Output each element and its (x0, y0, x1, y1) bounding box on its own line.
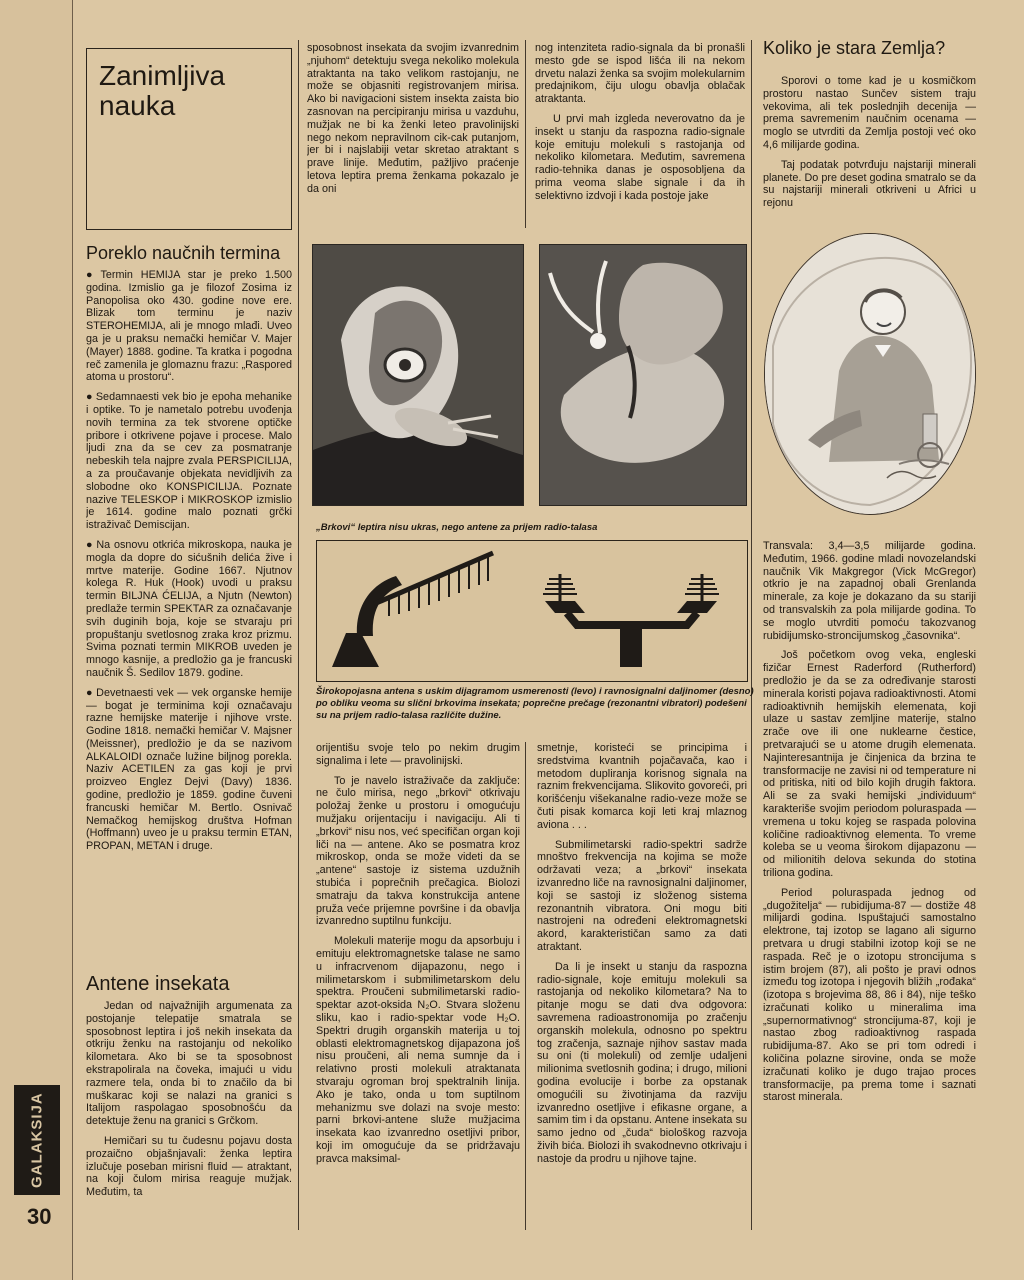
middle-bottom-paragraph-6: Da li je insekt u stanju da raspozna radio-signale, koje emituju molekuli sa rastojanja od nekoliko kilometara? Na to pitanje mogu se dati dva odgovora: savremena radioastronomija po zračenju organskih molekula, odnosno po spektru tog zračenja, saznaje njihov sastav mada su oni (ti molekuli) od zemlje udaljeni milionima svetlosnih godina; i drugo, milioni godina evolucije i borbe za opstanak omogućili su životinjama da razviju izvanredno osetljive i efikasne organe, a samim tim i da opstanu. Antene insekata su samo jedno od „čuda“ biološkog razvoja živih bića. Biolozi ih svakodnevno otkrivaju i nastoje da prodru u njihove tajne. (537, 960, 747, 1165)
moth-left-illustration (313, 245, 523, 505)
section-title-antene: Antene insekata (86, 975, 230, 995)
middle-top-paragraph-2: nog intenziteta radio-signala da bi pronašli mesto gde se ispod lišća ili na nekom drvetu nalazi ženka sa svojim molekularnim predajnikom, čiju ulogu obavlja oblačak atraktanta. (535, 42, 745, 106)
bullet-icon: ● (86, 391, 93, 404)
middle-bottom-paragraph-5: Submilimetarski radio-spektri sadrže mnoštvo frekvencija na kojima se može održavati veza; a „brkovi“ insekata izvanredno liče na ravnosignalni daljinomer, koji se sastoji iz složenog sistema rezonantnih vibratora. Oni mogu biti nastrojeni na određeni elektromagnetski akord, karakterističan samo za dati atraktant. (537, 838, 747, 953)
right-article-title: Koliko je stara Zemlja? (763, 38, 946, 58)
antene-paragraph-1: Jedan od najvažnijih argumenata za postojanje telepatije smatrala se sposobnost leptira i još nekih insekata da otkriju ženku na rastojanju od nekoliko kilometara. Ako bi se ta sposobnost ekstrapolirala na čoveka, imajući u vidu razmere tela, onda bi to značilo da bi muškarac koji se nalazi na granici s Italijom raspolagao sposobnošću da detektuje ženu na granici s Grčkom. (86, 1000, 292, 1128)
bullet-icon: ● (86, 538, 94, 551)
column-header-title: Zanimljiva nauka (99, 60, 226, 121)
moth-photo-left (312, 244, 524, 506)
middle-bottom-column-2 (537, 742, 747, 1230)
middle-top-column-1 (307, 42, 519, 232)
divider-right (751, 40, 752, 1230)
divider-middle-bottom (525, 742, 526, 1230)
right-paragraph-2: Taj podatak potvrđuju najstariji minerali planete. Do pre deset godina smatralo se da su najstariji minerali otkriveni u Africi u rejonu (763, 158, 976, 210)
moth-photo-right (539, 244, 747, 506)
section-title-poreklo: Poreklo naučnih termina (86, 244, 281, 263)
antenna-drawing (317, 541, 747, 681)
left-paragraph-4: ● Devetnaesti vek — vek organske hemije — bogat je terminima koji označavaju razne hemijske materije i njihove vrste. Godine 1818. nemački hemičar V. Majsner (Meissner), predložio je da se nazivom ALKALOIDI označe lužine biljnog porekla. Naziv ACETILEN za gas koji je prvi proizveo Englez Dejvi (Davy) 1836. godine, predložio je 1859. godine čuveni francuski hemičar M. Bertlo. Osnivač Nemačkog hemijskog društva Hofman (Hoffmann) uveo je u praksu termin ETAN, PROPAN, METAN i druge. (86, 686, 292, 853)
right-paragraph-5: Period poluraspada jednog od „dugožitelja“ — rubidijuma-87 — dostiže 48 milijardi godina. Ispuštajući samostalno elektrone, taj izotop se lagano ali sigurno pretvara u drugi stabilni izotop koji se ne raspada. Reč je o izotopu stroncijuma s istim brojem (87), ali pošto je pravi odnos između tog izotopa i njegovih bližih „rođaka“ (izotopa s brojevima 88, 86 i 84), nije teško izračunati koliko u mineralima ima „supernormativnog“ stroncijuma-87, koji je nastao zbog radioaktivnog raspada rubidijuma-87. Ako se pri tom odredi i količina polazne sirovine, onda se može izračunati koliko je dugo trajao proces transformacije, pa prema tome i saznati starost minerala. (763, 886, 976, 1104)
right-column-bottom (763, 540, 976, 1230)
middle-bottom-paragraph-4: smetnje, koristeći se principima i sredstvima kvantnih pojačavača, kao i metodom dupliranja korisnog signala na raznim frekvencijama. Slikovito govoreći, pri korišćenju višekanalne radio-veze može se čuti pisak komarca koji leti kraj mlaznog aviona . . . (537, 742, 747, 831)
column-header-box (86, 48, 292, 230)
rutherford-sketch (765, 234, 975, 514)
moth-right-illustration (540, 245, 746, 505)
bullet-icon: ● (86, 686, 94, 699)
middle-bottom-paragraph-2: To je navelo istraživače da zaključe: ne čulo mirisa, nego „brkovi“ otkrivaju položaj ženke u prostoru i omogućuju mužjaku orijentaciju i navigaciju. Ali ti „brkovi“ nisu nos, već specifičan organ koji liči na — antene. Ako se posmatra kroz mikroskop, onda se može videti da se „antene“ sastoje iz sistema uzdužnih stubića i poprečnih prečagica. Biolozi smatraju da takva konstrukcija antene pruža veće prijemne površine i da obavlja izvanredno suptilnu funkciju. (316, 774, 520, 928)
middle-bottom-paragraph-3: Molekuli materije mogu da apsorbuju i emituju elektromagnetske talase ne samo u infracrvenom dijapazonu, nego i milimetarskom i submilimetarskom delu spektra. Proučeni submilimetarski radio-spektar azot-oksida N₂O. Stvara složenu sliku, kao i radio-spektar vode H₂O. Spektri drugih organskih materija u toj oblasti elektromagnetskog dijapazona još nisu proučeni, ali nema sumnje da i relativno prosti molekuli atraktanata stvaraju ogroman broj spektralnih linija. Ako je tako, onda u tom suptilnom mehanizmu sve dolazi na svoje mesto: parni brkovi-antene služe mužjacima insekata kao izvanredno osetljivi pribor, koji im omogućuje da se pridržavaju pravca maksimal- (316, 935, 520, 1165)
left-paragraph-3: ● Na osnovu otkrića mikroskopa, nauka je mogla da dopre do sićušnih delića žive i mrtve materije. Godine 1667. Njutnov kolega R. Huk (Hook) uvodi u praksu termin BILJNA ĆELIJA, a Njutn (Newton) predlaže termin SPEKTAR za označavanje svih duginih boja, koje se stvaraju pri propuštanju svetlosnog zraka kroz prizmu. Svima poznati termin MIKROB uveden je mnogo kasnije, a predložio ga je francuski naučnik Š. Sedilov 1879. godine. (86, 538, 292, 679)
middle-top-paragraph-1: sposobnost insekata da svojim izvanrednim „njuhom“ detektuju svega nekoliko molekula atraktanta na tako velikom rastojanju, ne može se objasniti registrovanjem mirisa. Ako bi navigacioni sistem insekta zaista bio zasnovan na percipiranju mirisa u vazduhu, mužjak ne bi ka ženki leteo pravolinijski nego nekom nepravilnom cik-cak putanjom, jer bi i najslabiji vetar skretao atraktant s prave linije. Međutim, pažljivo praćenje letova leptira prema ženkama pokazalo je da oni (307, 42, 519, 195)
photo-caption: „Brkovi“ leptira nisu ukras, nego antene za prijem radio-talasa (316, 522, 598, 533)
scientist-portrait (764, 233, 976, 515)
diagram-caption: Širokopojasna antena s uskim dijagramom usmerenosti (levo) i ravnosignalni daljinomer (desno) po obliku veoma su slični brkovima insekata; poprečne prečage (rezonantni vibratori) podešeni su na prijem radio-talasa različite dužine. (316, 686, 754, 721)
bullet-icon: ● (86, 269, 98, 281)
middle-bottom-paragraph-1: orijentišu svoje telo po nekim drugim signalima i lete — pravolinijski. (316, 742, 520, 767)
middle-bottom-column-1 (316, 742, 520, 1230)
magazine-logo: GALAKSIJA (14, 1085, 60, 1195)
left-column (86, 244, 292, 939)
middle-top-paragraph-3: U prvi mah izgleda neverovatno da je insekt u stanju da raspozna radio-signale koje emituju molekuli s rastojanja od nekoliko kilometara. Međutim, savremena radio-tehnika danas je osposobljena da prima veoma slabe signale i da ih selektivno izdvoji i kada postoje jake (535, 112, 745, 202)
left-column-bottom (86, 975, 292, 1230)
left-paragraph-2: ● Sedamnaesti vek bio je epoha mehanike i optike. To je nametalo potrebu uvođenja novih termina za tek stvorene optičke pribore i otkrivene pojave i procese. Malo ljudi zna da se cev za posmatranje nebeskih tela najpre zvala PERSPICILIJA, a za proučavanje objekata nevidljivih za slobodne oko KONSPICILIJA. Poznate nazive TELESKOP i MIKROSKOP izmislio je 1614. godine malo poznati grčki istraživač Demiscijan. (86, 391, 292, 532)
antene-paragraph-2: Hemičari su tu čudesnu pojavu dosta prozaično objašnjavali: ženka leptira izlučuje poseban mirisni fluid — atraktant, na koji čulom mirisa reaguje mužjak. Međutim, ta (86, 1134, 292, 1199)
divider-left (298, 40, 299, 1230)
divider-middle-top (525, 40, 526, 228)
left-paragraph-1: ● Termin HEMIJA star je preko 1.500 godina. Izmislio ga je filozof Zosima iz Panopolisa oko 430. godine nove ere. Blizak tom terminu je naziv STEROHEMIJA, ali je mnogo mlađi. Uveo ga je u praksu nemački hemičar V. Majer (Mayer) 1888. godine. Ta kratka i pogodna reč zamenila je glomaznu frazu: „Raspored atoma u prostoru“. (86, 269, 292, 384)
right-paragraph-4: Još početkom ovog veka, engleski fizičar Ernest Raderford (Rutherford) predložio je da se za određivanje starosti minerala koristi pojava radioaktivnosti. Atomi radioaktivnih hemijskih elemenata, koji ulaze u sastav zemljine materije, stalno zrače ove ili one nuklearne čestice, pretvarajući se u atome drugih elemenata. Najinteresantnija je činjenica da brzina te transformacije ne zavisi ni od temperature ni od pritiska, niti od bilo kojih drugih faktora. Ali se za svaki hemijski „individuum“ karakteriše svojim periodom poluraspada — vremena u toku kojeg se raspada polovina količine radioaktivnog elementa. To vreme koleba se u veoma širokom dijapazonu — od milionitih delova sekunda do stotina triliona godina. (763, 649, 976, 879)
right-paragraph-1: Sporovi o tome kad je u kosmičkom prostoru nastao Sunčev sistem traju vekovima, ali tek poslednjih decenija — prema savremenim naučnim ocenama — moglo se utvrditi da Zemlja postoji već oko 4,6 milijarde godina. (763, 75, 976, 151)
antenna-diagram (316, 540, 748, 682)
page-number: 30 (27, 1204, 52, 1229)
middle-top-column-2 (535, 42, 745, 232)
right-paragraph-3: Transvala: 3,4—3,5 milijarde godina. Međutim, 1966. godine mladi novozelandski naučnik Vik Makgregor (Vick McGregor) otkrio je na zapadnoj obali Grenlanda minerale, za koje je dokazano da su stariji od transvalskih za pola milijarde godina. To se moglo utvrditi pomoću takozvanog rubidijumsko-stroncijumskog „časovnika“. (763, 540, 976, 642)
right-column-top (763, 75, 976, 225)
